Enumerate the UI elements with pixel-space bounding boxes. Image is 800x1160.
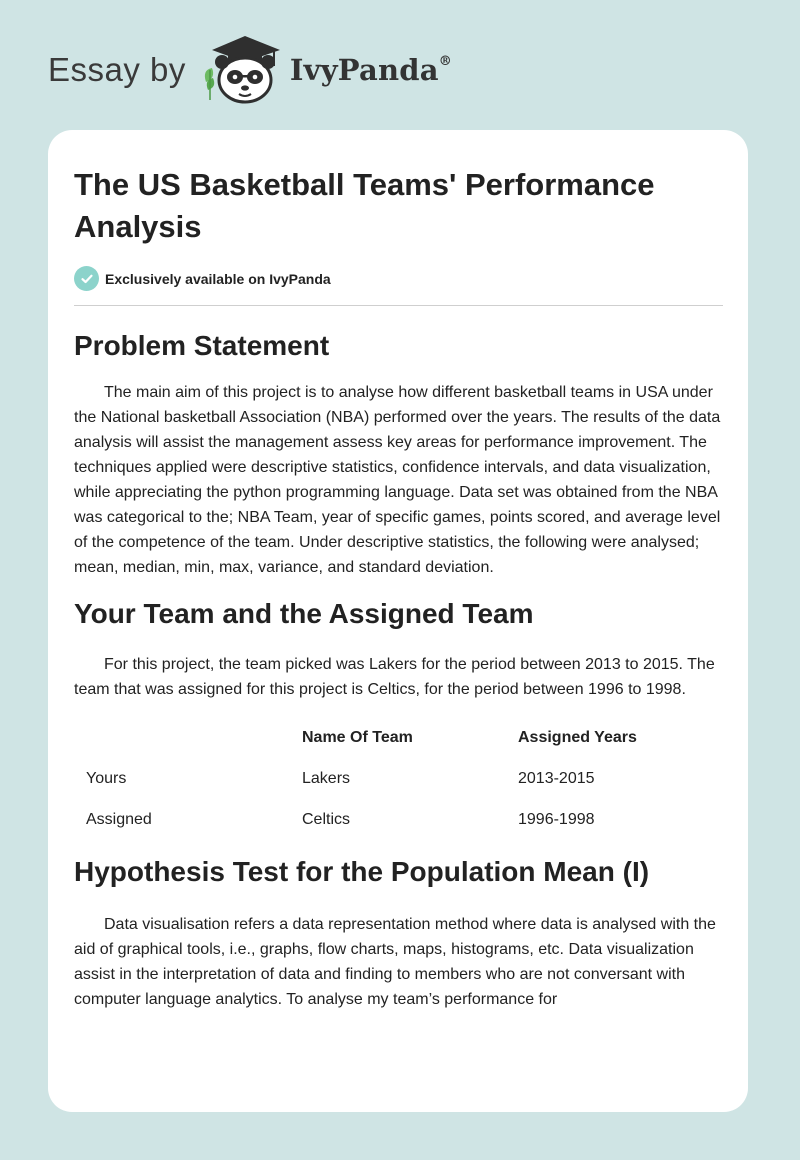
table-cell: 1996-1998 bbox=[518, 810, 595, 828]
check-circle-icon bbox=[74, 266, 99, 291]
table-cell: Assigned bbox=[86, 810, 152, 828]
section-paragraph-teams: For this project, the team picked was Lakers for the period between 2013 to 2015. The team that was assigned for this project is Celtics, for the period between 1996 to 1998. bbox=[74, 656, 715, 698]
divider bbox=[74, 305, 723, 306]
table-header-cell bbox=[74, 718, 290, 758]
table-cell: Lakers bbox=[302, 769, 351, 787]
table-header-cell: Name Of Team bbox=[302, 729, 413, 746]
table-row bbox=[74, 758, 714, 799]
table-header-cell: Assigned Years bbox=[518, 729, 637, 746]
brand-header bbox=[48, 30, 452, 110]
table-cell: Celtics bbox=[302, 810, 351, 828]
section-heading-hypothesis: Hypothesis Test for the Population Mean (I) bbox=[74, 856, 650, 887]
table-header-row bbox=[74, 718, 714, 758]
section-paragraph-hypothesis: Data visualisation refers a data representation method where data is analysed with the aid of graphical tools, i.e., graphs, flow charts, maps, histograms, etc. Data visualization assist in the interpretation of data and finding to members who are not conversant with computer language analytics. To analyse my team’s performance for bbox=[74, 916, 716, 1008]
brand-name-text: IvyPanda bbox=[289, 53, 439, 87]
exclusive-badge bbox=[74, 266, 722, 291]
section-paragraph-problem-statement: The main aim of this project is to analyse how different basketball teams in USA under the National basketball Association (NBA) performed over the years. The results of the data analysis will assist the management assess key areas for performance improvement. The techniques applied were descriptive statistics, confidence intervals, and data visualization, while appreciating the python programming language. Data set was obtained from the NBA was categorical to the; NBA Team, year of specific games, points scored, and average level of the competence of the team. Under descriptive statistics, the following were analysed; mean, median, min, max, variance, and standard deviation. bbox=[74, 384, 721, 576]
brand-prefix: Essay by bbox=[48, 51, 186, 88]
section-heading-problem-statement: Problem Statement bbox=[74, 330, 330, 361]
registered-mark: ® bbox=[438, 54, 452, 70]
table-cell: 2013-2015 bbox=[518, 769, 595, 787]
article-card bbox=[48, 130, 748, 1112]
section-heading-teams: Your Team and the Assigned Team bbox=[74, 598, 534, 629]
teams-table bbox=[74, 718, 714, 840]
badge-text: Exclusively available on IvyPanda bbox=[105, 270, 331, 287]
panda-graduate-logo-icon[interactable] bbox=[200, 30, 290, 110]
table-cell: Yours bbox=[86, 769, 127, 787]
brand-name[interactable] bbox=[290, 53, 452, 87]
table-row bbox=[74, 799, 714, 840]
article-title: The US Basketball Teams' Performance Analysis bbox=[74, 167, 655, 244]
